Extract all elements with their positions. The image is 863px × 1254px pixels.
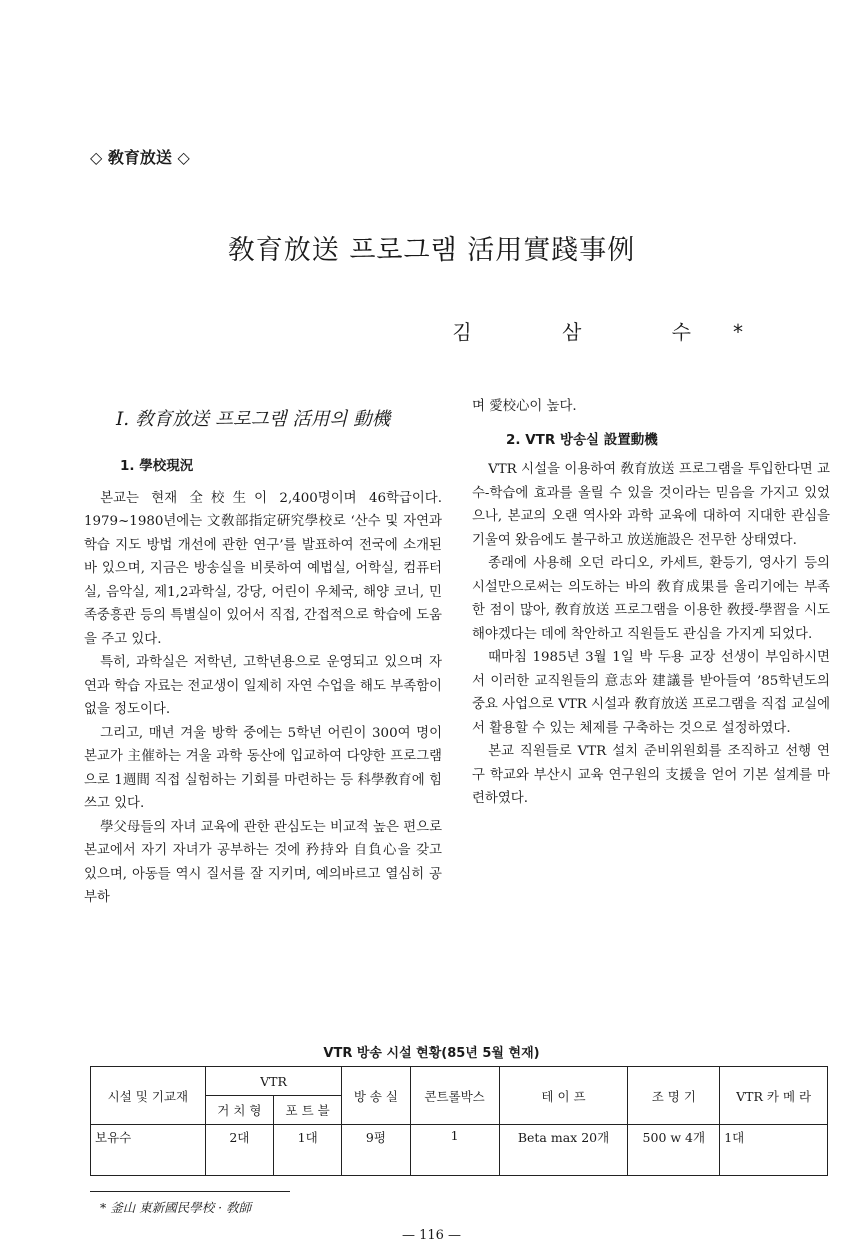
footnote: * 釜山 東新國民學校 · 敎師 — [100, 1200, 252, 1215]
subsection-heading-1: 1. 學校現況 — [120, 458, 194, 474]
table-caption: VTR 방송 시설 현황(85년 5월 현재) — [323, 1046, 540, 1061]
table-cell: 1 — [410, 1125, 499, 1176]
paragraph: 종래에 사용해 오던 라디오, 카세트, 환등기, 영사기 등의 시설만으로써는 의도하는 바의 敎育成果를 올리기에는 부족한 점이 많아, 敎育放送 프로그램을 이용한 敎授-學習을 시도해야겠다는 데에 착안하고 직원들도 관심을 가지게 되었다. — [472, 556, 830, 642]
paragraph: 본교는 현재 全校生이 2,400명이며 46학급이다. 1979~1980년에는 文敎部指定硏究學校로 ‘산수 및 자연과 학습 지도 방법 개선에 관한 연구’를 발표하여 전국에 소개된 바 있으며, 지금은 방송실을 비롯하여 예법실, 어학실, 컴퓨터실, 음악실, 제1,2과학실, 강당, 어린이 우체국, 해양 코너, 민족중흥관 등의 특별실이 있어서 직접, 간접적으로 학습에 도움을 주고 있다. — [84, 490, 442, 647]
paragraph: VTR 시설을 이용하여 敎育放送 프로그램을 투입한다면 교수-학습에 효과를 올릴 수 있을 것이라는 믿음을 가지고 있었으나, 본교의 오랜 역사와 과학 교육에 대하여 지대한 관심을 기울여 왔음에도 불구하고 放送施設은 전무한 상태였다. — [472, 462, 830, 548]
table-header-cell: VTR — [205, 1067, 342, 1096]
table-header-cell: 방 송 실 — [342, 1067, 410, 1125]
table-header-cell: 포 트 블 — [274, 1096, 342, 1125]
table-cell: 9평 — [342, 1125, 410, 1176]
table-header-row — [91, 1067, 828, 1096]
table-cell: Beta max 20개 — [499, 1125, 628, 1176]
table-header-cell: 거 치 형 — [205, 1096, 273, 1125]
table-header-cell: 시설 및 기교재 — [91, 1067, 206, 1125]
table-cell: 1대 — [274, 1125, 342, 1176]
table-header-cell: 콘트롤박스 — [410, 1067, 499, 1125]
author-name: 김 삼 수* — [452, 320, 785, 344]
table-header-cell: 테 이 프 — [499, 1067, 628, 1125]
paragraph: 그리고, 매년 겨울 방학 중에는 5학년 어린이 300여 명이 본교가 主催하는 겨울 과학 동산에 입교하여 다양한 프로그램으로 1週間 직접 실험하는 기회를 마련하는 등 科學敎育에 힘쓰고 있다. — [84, 725, 442, 811]
table-header-cell: 조 명 기 — [628, 1067, 720, 1125]
table-cell: 1대 — [720, 1125, 828, 1176]
article-title: 敎育放送 프로그램 活用實踐事例 — [227, 235, 636, 266]
footnote-rule — [90, 1191, 290, 1192]
paragraph: 특히, 과학실은 저학년, 고학년용으로 운영되고 있으며 자연과 학습 자료는 전교생이 일제히 자연 수업을 해도 부족함이 없을 정도이다. — [84, 655, 442, 717]
facility-table — [90, 1066, 828, 1176]
table-row — [91, 1125, 828, 1176]
paragraph: 본교 직원들로 VTR 설치 준비위원회를 조직하고 선행 연구 학교와 부산시 교육 연구원의 支援을 얻어 기본 설계를 마련하였다. — [472, 744, 830, 806]
paragraph-continuation: 며 愛校心이 높다. — [472, 399, 577, 414]
paragraph: 때마침 1985년 3월 1일 박 두용 교장 선생이 부임하시면서 이러한 교직원들의 意志와 建議를 받아들여 ’85학년도의 중요 사업으로 VTR 시설과 敎育放送 프로그램을 직접 교실에서 활용할 수 있는 체제를 구축하는 것으로 설정하였다. — [472, 650, 830, 736]
left-column — [84, 395, 442, 910]
page-number: — 116 — — [401, 1228, 462, 1243]
right-column — [472, 395, 830, 811]
paragraph: 學父母들의 자녀 교육에 관한 관심도는 비교적 높은 편으로 본교에서 자기 자녀가 공부하는 것에 矜持와 自負心을 갖고 있으며, 아동들 역시 질서를 잘 지키며, 예의바르고 열심히 공부하 — [84, 819, 442, 905]
subsection-heading-2: 2. VTR 방송실 設置動機 — [506, 431, 658, 448]
table-cell: 500 w 4개 — [628, 1125, 720, 1176]
table-header-cell: VTR 카 메 라 — [720, 1067, 828, 1125]
table-cell: 보유수 — [91, 1125, 206, 1176]
section-tag: ◇ 敎育放送 ◇ — [90, 148, 190, 167]
chapter-heading: Ⅰ. 敎育放送 프로그램 活用의 動機 — [116, 409, 391, 430]
table-cell: 2대 — [205, 1125, 273, 1176]
